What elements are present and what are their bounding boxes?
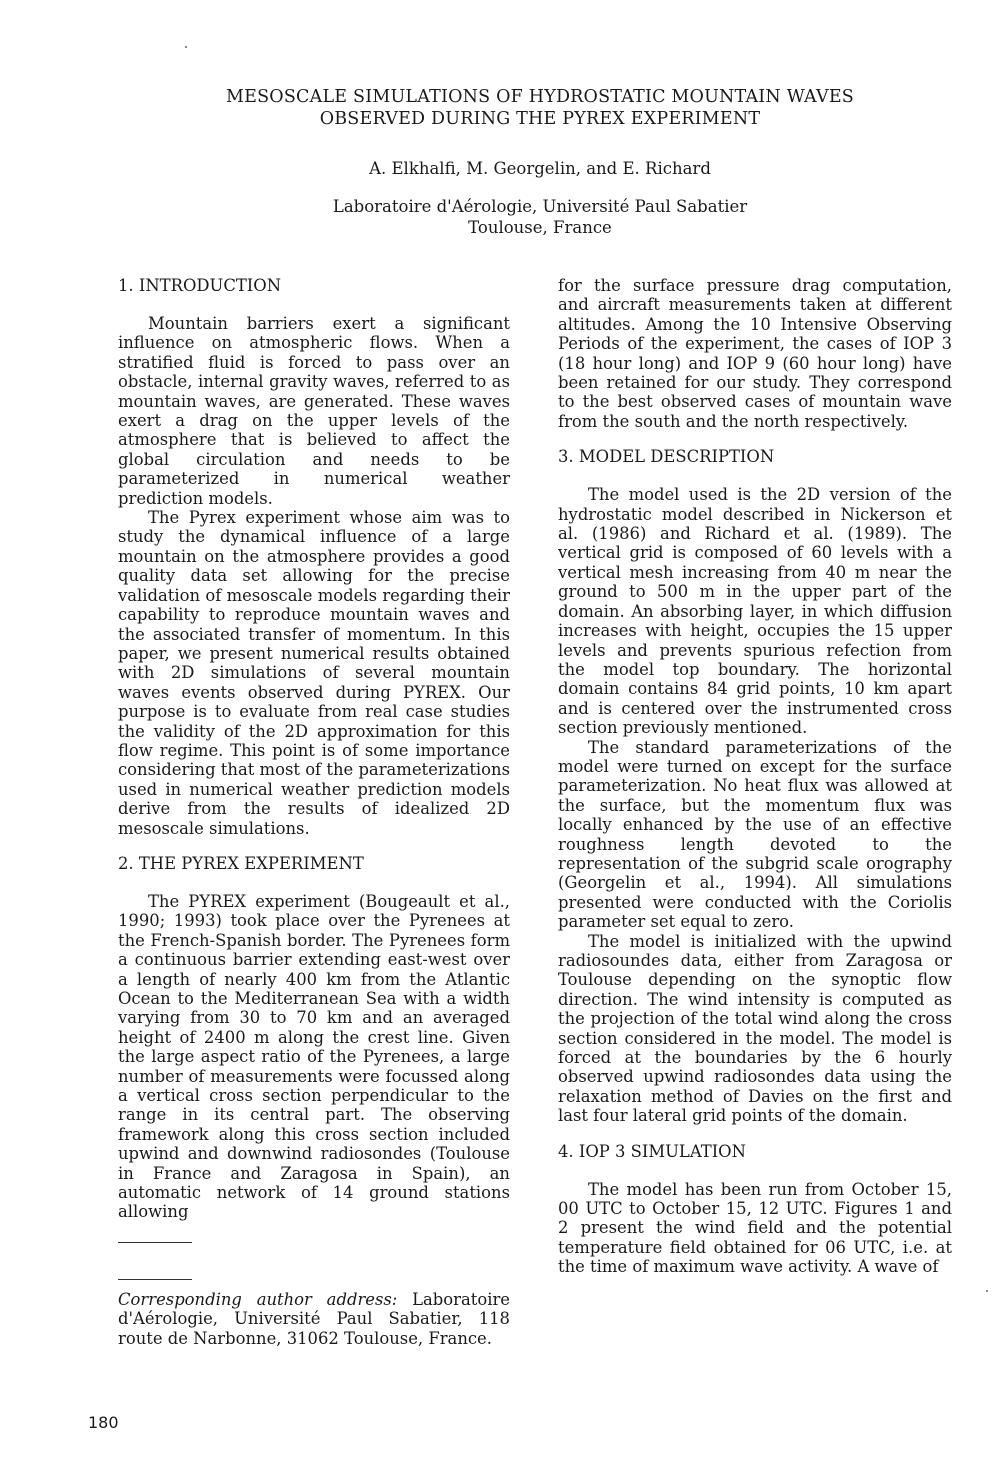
- model-paragraph-3: The model is initialized with the upwind radiosoundes data, either from Zaragosa or Toulouse depending on the synoptic flow direction. The wind intensity is computed as the projection of the total wind along the cross section considered in the model. The model is forced at the boundaries by the 6 hourly observed upwind radiosondes data using the relaxation method of Davies on the first and last four lateral grid points of the domain.: [558, 931, 952, 1126]
- right-column: [558, 276, 952, 1277]
- section-heading-model: 3. MODEL DESCRIPTION: [558, 447, 775, 467]
- section-heading-pyrex: 2. THE PYREX EXPERIMENT: [118, 853, 364, 873]
- section-heading-iop3: 4. IOP 3 SIMULATION: [558, 1141, 746, 1161]
- footnote-label: Corresponding author address:: [118, 1289, 398, 1309]
- intro-paragraph-2: The Pyrex experiment whose aim was to study the dynamical influence of a large mountain on the atmosphere provides a good quality data set allowing for the precise validation of mesoscale models regarding their capability to reproduce mountain waves and the associated transfer of momentum. In this paper, we present numerical results obtained with 2D simulations of several mountain waves events observed during PYREX. Our purpose is to evaluate from real case studies the validity of the 2D approximation for this flow regime. This point is of some importance considering that most of the parameterizations used in numerical weather prediction models derive from the results of idealized 2D mesoscale simulations.: [118, 508, 510, 838]
- section-heading-introduction: 1. INTRODUCTION: [118, 276, 282, 295]
- paper-title: [130, 86, 950, 130]
- left-column: [118, 276, 510, 1348]
- page-number: 180: [88, 1413, 119, 1432]
- scan-speck: [185, 46, 187, 48]
- model-paragraph-1: The model used is the 2D version of the hydrostatic model described in Nickerson et al. (1986) and Richard et al. (1989). The vertical grid is composed of 60 levels with a vertical mesh increasing from 40 m near the ground to 500 m in the upper part of the domain. An absorbing layer, in which diffusion increases with height, occupies the 15 upper levels and prevents spurious refection from the model top boundary. The horizontal domain contains 84 grid points, 10 km apart and is centered over the instrumented cross section previously mentioned.: [558, 485, 952, 738]
- affiliation-line-1: Laboratoire d'Aérologie, Université Paul Sabatier: [332, 197, 748, 216]
- scan-speck: [986, 1290, 988, 1292]
- intro-paragraph-1: Mountain barriers exert a significant influence on atmospheric flows. When a stratified fluid is forced to pass over an obstacle, internal gravity waves, referred to as mountain waves, are generated. These waves exert a drag on the upper levels of the atmosphere that is believed to affect the global circulation and needs to be parameterized in numerical weather prediction models.: [118, 314, 510, 508]
- footnote-text: Laboratoire d'Aérologie, Université Paul Sabatier, 118 route de Narbonne, 31062 Toulouse, France.: [118, 1289, 510, 1348]
- affiliation: [130, 196, 950, 238]
- footnote: [118, 1290, 510, 1348]
- model-paragraph-2: The standard parameterizations of the model were turned on except for the surface parameterization. No heat flux was allowed at the surface, but the momentum flux was locally enhanced by the use of an effective roughness length devoted to the representation of the subgrid scale orography (Georgelin et al., 1994). All simulations presented were conducted with the Coriolis parameter set equal to zero.: [558, 737, 952, 932]
- pyrex-paragraph-continued: for the surface pressure drag computation, and aircraft measurements taken at different altitudes. Among the 10 Intensive Observing Periods of the experiment, the cases of IOP 3 (18 hour long) and IOP 9 (60 hour long) have been retained for our study. They correspond to the best observed cases of mountain wave from the south and the north respectively.: [558, 276, 952, 431]
- title-line-1: MESOSCALE SIMULATIONS OF HYDROSTATIC MOUNTAIN WAVES: [226, 87, 854, 107]
- title-line-2: OBSERVED DURING THE PYREX EXPERIMENT: [319, 109, 761, 129]
- pyrex-paragraph-1: The PYREX experiment (Bougeault et al., 1990; 1993) took place over the Pyrenees at the French-Spanish border. The Pyrenees form a continuous barrier extending east-west over a length of nearly 400 km from the Atlantic Ocean to the Mediterranean Sea with a width varying from 30 to 70 km and an averaged height of 2400 m along the crest line. Given the large aspect ratio of the Pyrenees, a large number of measurements were focussed along a vertical cross section perpendicular to the range in its central part. The observing framework along this cross section included upwind and downwind radiosondes (Toulouse in France and Zaragosa in Spain), an automatic network of 14 ground stations allowing: [118, 891, 510, 1222]
- authors: A. Elkhalfi, M. Georgelin, and E. Richard: [369, 159, 711, 178]
- affiliation-line-2: Toulouse, France: [468, 218, 612, 237]
- iop3-paragraph-1: The model has been run from October 15, 00 UTC to October 15, 12 UTC. Figures 1 and 2 present the wind field and the potential temperature field obtained for 06 UTC, i.e. at the time of maximum wave activity. A wave of: [558, 1179, 952, 1277]
